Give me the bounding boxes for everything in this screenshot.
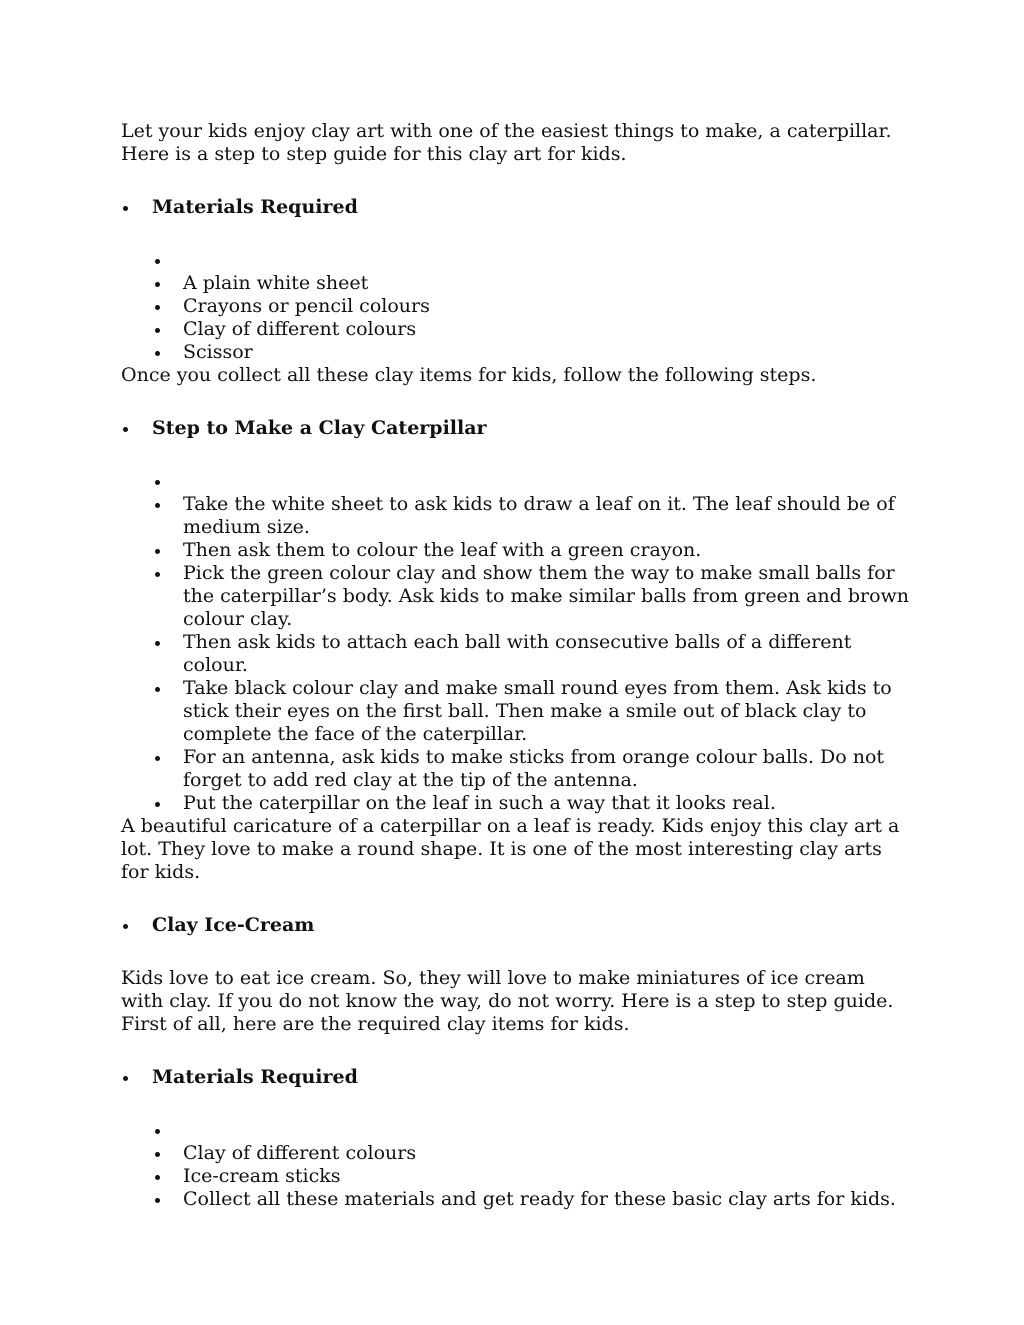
bullet-icon	[155, 687, 160, 692]
list-item: Then ask kids to attach each ball with consecutive balls of a different colour.	[121, 631, 911, 677]
bullet-icon	[155, 756, 160, 761]
intro-paragraph: Let your kids enjoy clay art with one of the easiest things to make, a caterpillar. Here is a step to step guide for this clay art for kids.	[121, 120, 892, 165]
bullet-icon	[123, 1076, 128, 1081]
steps-list	[121, 470, 911, 815]
bullet-icon	[155, 282, 160, 287]
list-item	[121, 1119, 911, 1142]
section-heading-ice-cream	[121, 914, 911, 937]
materials-list	[121, 249, 911, 364]
list-item: Collect all these materials and get ready for these basic clay arts for kids.	[121, 1188, 911, 1211]
bullet-icon	[123, 924, 128, 929]
bullet-icon	[155, 351, 160, 356]
list-item: Crayons or pencil colours	[121, 295, 911, 318]
list-item: Put the caterpillar on the leaf in such a way that it looks real.	[121, 792, 911, 815]
list-item: Clay of different colours	[121, 1142, 911, 1165]
list-item: Then ask them to colour the leaf with a green crayon.	[121, 539, 911, 562]
bullet-icon	[155, 1175, 160, 1180]
bullet-icon	[155, 480, 160, 485]
bullet-icon	[155, 572, 160, 577]
document-page	[121, 120, 911, 1211]
bullet-icon	[155, 549, 160, 554]
list-item: Pick the green colour clay and show them the way to make small balls for the caterpillar’s body. Ask kids to make similar balls from green and brown colour clay.	[121, 562, 911, 631]
bullet-icon	[155, 305, 160, 310]
bullet-icon	[155, 503, 160, 508]
section-heading-steps	[121, 417, 911, 440]
list-item: Clay of different colours	[121, 318, 911, 341]
bullet-icon	[155, 1129, 160, 1134]
bullet-icon	[155, 259, 160, 264]
bullet-icon	[155, 802, 160, 807]
materials-list-2	[121, 1119, 911, 1211]
bullet-icon	[123, 206, 128, 211]
after-steps-paragraph: A beautiful caricature of a caterpillar on a leaf is ready. Kids enjoy this clay art a lot. They love to make a round shape. It is one of the most interesting clay arts for kids.	[121, 815, 900, 883]
list-item: A plain white sheet	[121, 272, 911, 295]
list-item: Take black colour clay and make small round eyes from them. Ask kids to stick their eyes on the first ball. Then make a smile out of black clay to complete the face of the caterpillar.	[121, 677, 911, 746]
bullet-icon	[155, 328, 160, 333]
list-item	[121, 470, 911, 493]
section-heading-text: Materials Required	[152, 196, 358, 218]
list-item: For an antenna, ask kids to make sticks from orange colour balls. Do not forget to add red clay at the tip of the antenna.	[121, 746, 911, 792]
section-heading-text: Clay Ice-Cream	[152, 914, 315, 936]
after-materials-paragraph: Once you collect all these clay items for kids, follow the following steps.	[121, 364, 817, 386]
bullet-icon	[155, 1152, 160, 1157]
bullet-icon	[155, 1198, 160, 1203]
list-item: Ice-cream sticks	[121, 1165, 911, 1188]
bullet-icon	[155, 641, 160, 646]
list-item: Take the white sheet to ask kids to draw a leaf on it. The leaf should be of medium size.	[121, 493, 911, 539]
section-heading-text: Step to Make a Clay Caterpillar	[152, 417, 487, 439]
bullet-icon	[123, 427, 128, 432]
list-item	[121, 249, 911, 272]
list-item: Scissor	[121, 341, 911, 364]
section-heading-text: Materials Required	[152, 1066, 358, 1088]
section-heading-materials-2	[121, 1066, 911, 1089]
section-heading-materials	[121, 196, 911, 219]
ice-cream-paragraph: Kids love to eat ice cream. So, they will love to make miniatures of ice cream with clay. If you do not know the way, do not worry. Here is a step to step guide. First of all, here are the required clay items for kids.	[121, 967, 894, 1035]
